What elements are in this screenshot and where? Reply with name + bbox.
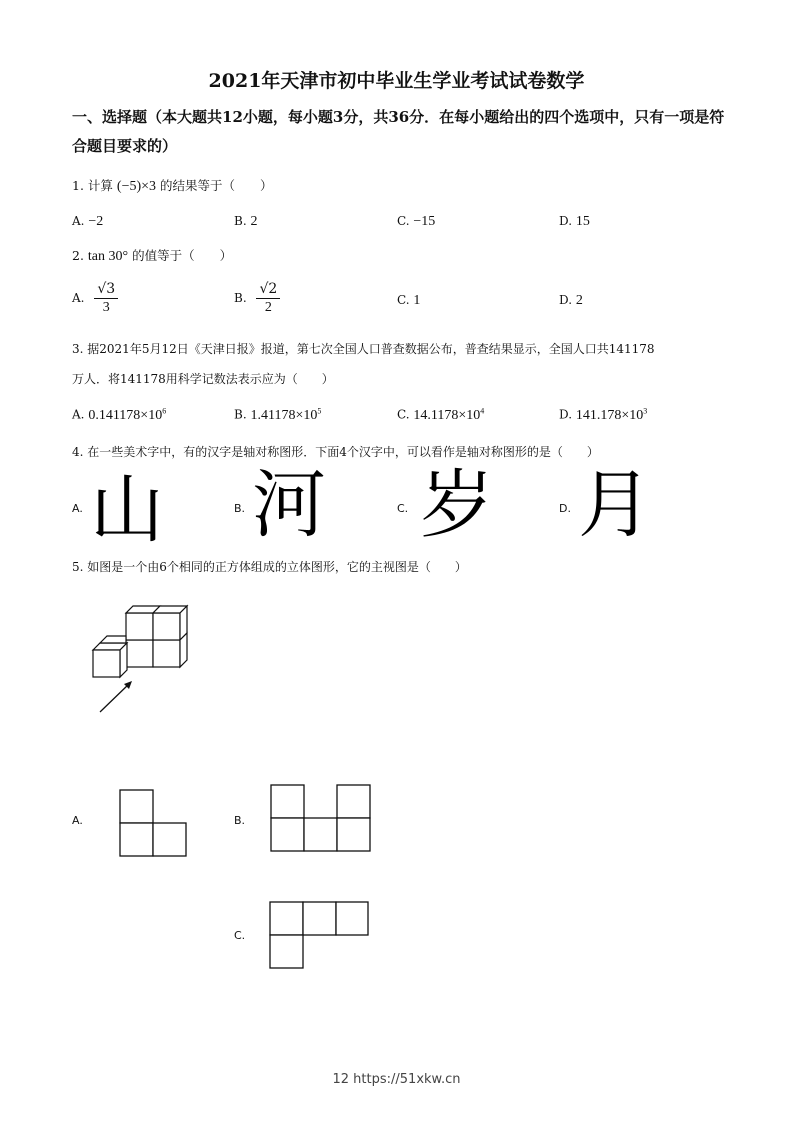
exponent: 4 (480, 406, 485, 415)
char-sui: 岁 (420, 462, 494, 548)
option-b[interactable]: B. (234, 502, 246, 515)
char-he: 河 (252, 462, 326, 548)
option-value: 141.178×10 (575, 407, 644, 423)
fraction-denominator: 2 (264, 300, 272, 315)
page-title: 2021年天津市初中毕业生学业考试试卷数学 (208, 70, 585, 92)
option-value: 2 (575, 293, 583, 308)
option-label: D. (559, 214, 573, 228)
question-number: 1. (72, 178, 84, 193)
option-value: 2 (250, 214, 258, 229)
option-d[interactable]: D. (559, 502, 571, 515)
option-value: 1.41178×10 (250, 407, 318, 423)
option-value: −15 (413, 214, 436, 229)
fraction-denominator: 3 (102, 300, 110, 315)
question-text: 的结果等于（ ） (160, 178, 273, 193)
option-value: 1 (413, 293, 421, 308)
option-label: A. (72, 407, 85, 422)
option-label: C. (397, 293, 410, 307)
option-value: 0.141178×10 (88, 407, 163, 423)
question-text: 据2021年5月12日《天津日报》报道，第七次全国人口普查数据公布，普查结果显示，全国人口共141178 (87, 342, 655, 356)
option-label: D. (559, 407, 573, 422)
math-expression: (−5)×3 (116, 179, 157, 194)
option-label: A. (72, 214, 85, 228)
char-shan: 山 (90, 467, 164, 553)
option-label: B. (234, 214, 247, 228)
question-text: 在一些美术字中，有的汉字是轴对称图形．下面4个汉字中，可以看作是轴对称图形的是（ ） (87, 445, 599, 459)
fraction-numerator: √3 (94, 280, 118, 299)
option-value: −2 (88, 214, 104, 229)
option-value: 15 (575, 214, 590, 229)
math-expression: tan 30° (87, 249, 129, 264)
option-value: 14.1178×10 (413, 407, 481, 423)
option-a[interactable]: A. (72, 814, 83, 827)
question-number: 4. (72, 445, 84, 459)
option-c[interactable]: C. (397, 502, 409, 515)
question-text: 如图是一个由6个相同的正方体组成的立体图形，它的主视图是（ ） (87, 560, 467, 574)
exponent: 6 (162, 406, 167, 415)
option-label: A. (72, 291, 85, 305)
char-yue: 月 (578, 462, 652, 548)
question-number: 2. (72, 248, 84, 263)
option-label: C. (397, 407, 410, 422)
question-text: 的值等于（ ） (132, 248, 233, 263)
page-footer: 12 https://51xkw.cn (332, 1072, 461, 1087)
option-label: D. (559, 293, 573, 307)
option-b[interactable]: B. (234, 814, 246, 827)
option-c[interactable]: C. (234, 929, 246, 942)
option-label: B. (234, 407, 247, 422)
section-heading: 一、选择题（本大题共12小题，每小题3分，共36分．在每小题给出的四个选项中，只有一项是符合题目要求的） (72, 108, 725, 155)
question-text: 计算 (87, 178, 113, 193)
question-3-continued: 万人．将141178用科学记数法表示应为（ ） (72, 372, 334, 386)
exponent: 5 (317, 406, 322, 415)
fraction-numerator: √2 (256, 280, 280, 299)
question-number: 3. (72, 342, 84, 356)
exponent: 3 (643, 406, 648, 415)
option-label: B. (234, 291, 247, 305)
option-a[interactable]: A. (72, 502, 83, 515)
question-number: 5. (72, 560, 84, 574)
option-label: C. (397, 214, 410, 228)
